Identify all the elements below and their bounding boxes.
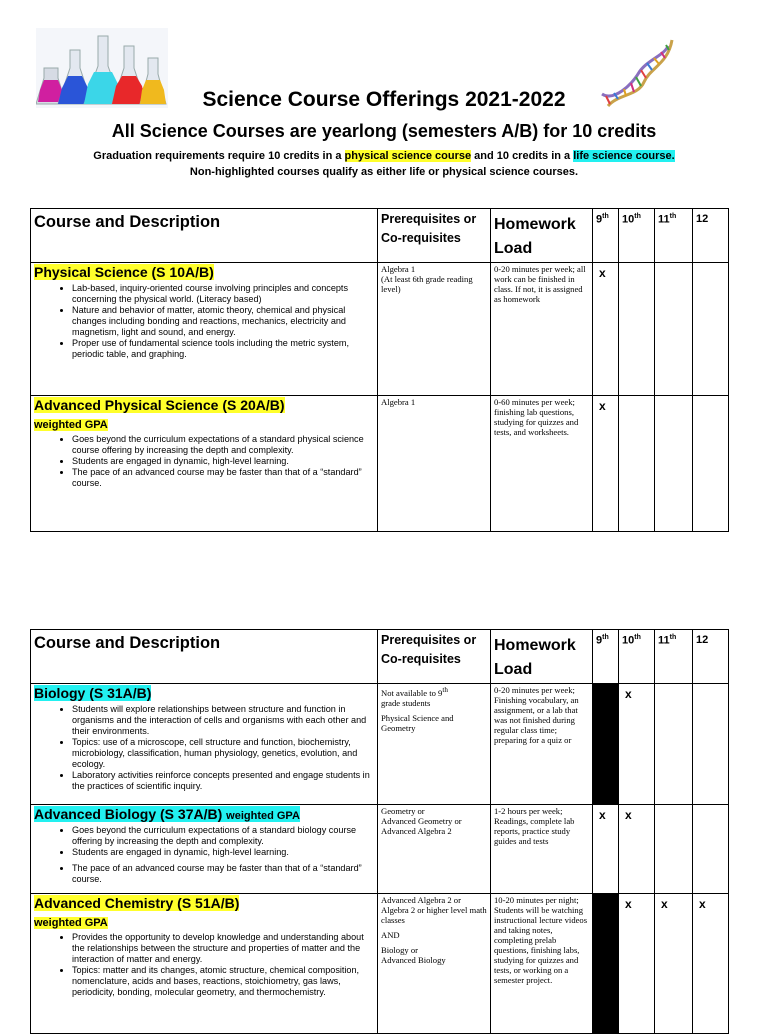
grade-number: 10 [622, 634, 635, 647]
grade-suffix: th [602, 213, 609, 220]
course-row-advanced-physical-science [31, 396, 729, 532]
description-item: • Goes beyond the curriculum expectations of a standard physical science course offering by increasing the depth and complexity. [72, 434, 374, 456]
grade-number: 9 [596, 634, 603, 647]
grade-number: 12 [696, 213, 709, 225]
grade-10-mark: x [619, 805, 655, 894]
col-homework-header [491, 209, 593, 263]
prereq-line: Advanced Biology [381, 955, 446, 965]
grade-number: 11 [658, 213, 670, 226]
course-table-2 [30, 629, 729, 1034]
grade-10-mark: x [619, 684, 655, 805]
col-course-header: Course and Description [31, 209, 378, 263]
homework-cell: 0-20 minutes per week; all work can be finished in class. If not, it is assigned as homework [491, 263, 593, 396]
prereq-cell [378, 263, 491, 396]
col-prereq-header [378, 209, 491, 263]
grade-11-cell [655, 805, 693, 894]
col-homework-header [491, 630, 593, 684]
course-description-list [34, 434, 374, 489]
description-item: • Students will explore relationships between structure and function in organisms and the interaction of cells and organisms with each other and their environments. [72, 704, 374, 737]
physical-science-highlight: physical science course [344, 150, 472, 162]
life-science-highlight: life science course. [573, 150, 675, 162]
prereq-cell: Algebra 1 [378, 396, 491, 532]
grade-suffix: th [669, 213, 677, 220]
grade-12-cell [693, 263, 729, 396]
col-grade-10-header [619, 630, 655, 684]
col-grade-9-header [593, 630, 619, 684]
col-course-header: Course and Description [31, 630, 378, 684]
col-grade-12-header [693, 630, 729, 684]
prereq-line: Geometry or [381, 806, 425, 816]
grade-10-cell [619, 396, 655, 532]
header-line: Load [494, 661, 533, 678]
course-description-list [34, 932, 374, 998]
grade-number: 12 [696, 634, 709, 646]
course-row-biology [31, 684, 729, 805]
prereq-suffix: th [442, 686, 448, 694]
prereq-line: Advanced Algebra 2 [381, 826, 452, 836]
grade-9-mark: x [593, 396, 619, 532]
prereq-line [381, 685, 487, 698]
header-line: Co-requisites [381, 652, 461, 666]
prereq-line: Advanced Algebra 2 or Algebra 2 or higher level math classes [381, 895, 487, 925]
grade-12-cell [693, 684, 729, 805]
header-line: Homework [494, 216, 576, 233]
grade-9-unavailable-cell [593, 684, 619, 805]
col-prereq-header [378, 630, 491, 684]
grade-9-mark: x [593, 263, 619, 396]
grade-number: 10 [622, 213, 635, 226]
note-text: and 10 credits in a [471, 150, 574, 162]
grade-suffix: th [634, 634, 641, 641]
grade-number: 11 [658, 634, 670, 647]
course-row-advanced-chemistry [31, 894, 729, 1034]
description-item: • Proper use of fundamental science tools including the metric system, periodic table, and graphing. [72, 338, 374, 360]
grade-suffix: th [634, 213, 641, 220]
course-row-physical-science [31, 263, 729, 396]
description-item: • Students are engaged in dynamic, high-level learning. [72, 456, 374, 467]
course-name: Biology (S 31A/B) [34, 685, 152, 701]
course-description-list [34, 825, 374, 885]
course-cell [31, 684, 378, 805]
col-grade-11-header [655, 209, 693, 263]
document-title: Science Course Offerings 2021-2022 [202, 88, 566, 111]
header-line: Homework [494, 637, 576, 654]
grade-10-mark: x [619, 894, 655, 1034]
col-grade-12-header [693, 209, 729, 263]
header-line: Co-requisites [381, 231, 461, 245]
grade-11-cell [655, 263, 693, 396]
grade-10-cell [619, 263, 655, 396]
description-item: • Nature and behavior of matter, atomic theory, chemical and physical changes including bonding and reactions, mechanics, electricity and magnetism, light and sound, and energy. [72, 305, 374, 338]
weighted-gpa-label: weighted GPA [34, 419, 108, 431]
course-cell [31, 396, 378, 532]
prereq-cell [378, 805, 491, 894]
grade-9-mark: x [593, 805, 619, 894]
grade-11-cell [655, 684, 693, 805]
prereq-text: Not available to 9 [381, 687, 443, 698]
prereq-line: Algebra 1 [381, 264, 416, 274]
prereq-line: Biology or [381, 945, 419, 955]
grade-12-mark: x [693, 894, 729, 1034]
homework-cell: 10-20 minutes per night; Students will be watching instructional lecture videos and taking notes, completing prelab questions, finishing labs, studying for quizzes and tests, or working on a semester project. [491, 894, 593, 1034]
course-cell [31, 894, 378, 1034]
description-item: • The pace of an advanced course may be faster than that of a “standard” course. [72, 863, 374, 885]
grade-9-unavailable-cell [593, 894, 619, 1034]
description-item: • Goes beyond the curriculum expectations of a standard biology course offering by increasing the depth and complexity. [72, 825, 374, 847]
course-cell [31, 805, 378, 894]
course-description-list [34, 704, 374, 792]
description-item: • Provides the opportunity to develop knowledge and understanding about the relationships between the structure and properties of matter and the interaction of matter and energy. [72, 932, 374, 965]
course-name: Advanced Chemistry (S 51A/B) [34, 895, 240, 911]
course-row-advanced-biology [31, 805, 729, 894]
grade-11-cell [655, 396, 693, 532]
course-description-list [34, 283, 374, 360]
table-header-row [31, 209, 729, 263]
prereq-line: grade students [381, 697, 431, 708]
prereq-line: Physical Science and Geometry [381, 712, 454, 733]
homework-cell: 0-60 minutes per week; finishing lab questions, studying for quizzes and tests, and worksheets. [491, 396, 593, 532]
description-item: • Laboratory activities reinforce concepts presented and engage students in the practices of scientific inquiry. [72, 770, 374, 792]
prereq-cell [378, 684, 491, 805]
description-item: • Topics: matter and its changes, atomic structure, chemical composition, nomenclature, acids and bases, reactions, stoichiometry, gas laws, periodicity, bonding, molecular geometry, and thermochemistry. [72, 965, 374, 998]
grade-11-mark: x [655, 894, 693, 1034]
table-header-row [31, 630, 729, 684]
weighted-gpa-label: weighted GPA [226, 810, 300, 822]
description-item: • Students are engaged in dynamic, high-level learning. [72, 847, 374, 858]
header-line: Prerequisites or [381, 633, 477, 647]
course-name: Advanced Physical Science (S 20A/B) [34, 397, 285, 413]
homework-cell: 1-2 hours per week; Readings, complete lab reports, practice study guides and tests [491, 805, 593, 894]
prereq-cell [378, 894, 491, 1034]
header-line: Load [494, 240, 533, 257]
course-name-wrapper [34, 806, 300, 822]
weighted-gpa-label: weighted GPA [34, 917, 108, 929]
description-item: • Topics: use of a microscope, cell structure and function, biochemistry, microbiology, classification, human physiology, genetics, evolution, and ecology. [72, 737, 374, 770]
col-grade-10-header [619, 209, 655, 263]
course-name: Advanced Biology (S 37A/B) [34, 806, 223, 822]
document-subtitle: All Science Courses are yearlong (semesters A/B) for 10 credits [111, 121, 657, 141]
description-item: • The pace of an advanced course may be faster than that of a “standard” course. [72, 467, 374, 489]
course-cell [31, 263, 378, 396]
grade-12-cell [693, 396, 729, 532]
col-grade-11-header [655, 630, 693, 684]
header-line: Prerequisites or [381, 212, 477, 226]
prereq-line: (At least 6th grade reading level) [381, 274, 473, 294]
course-table-1 [30, 208, 729, 532]
prereq-line: AND [381, 930, 400, 940]
note-text: Graduation requirements require 10 credits in a [93, 150, 345, 162]
description-item: • Lab-based, inquiry-oriented course involving principles and concepts concerning the physical world. (Literacy based) [72, 283, 374, 305]
grade-suffix: th [602, 634, 609, 641]
course-name: Physical Science (S 10A/B) [34, 264, 214, 280]
graduation-note [0, 150, 768, 162]
col-grade-9-header [593, 209, 619, 263]
prereq-line: Advanced Geometry or [381, 816, 462, 826]
grade-suffix: th [669, 634, 677, 641]
non-highlighted-note: Non-highlighted courses qualify as either life or physical science courses. [189, 166, 579, 178]
grade-12-cell [693, 805, 729, 894]
homework-cell: 0-20 minutes per week; Finishing vocabulary, an assignment, or a lab that was not finished during regular class time; preparing for a quiz or [491, 684, 593, 805]
grade-number: 9 [596, 213, 603, 226]
